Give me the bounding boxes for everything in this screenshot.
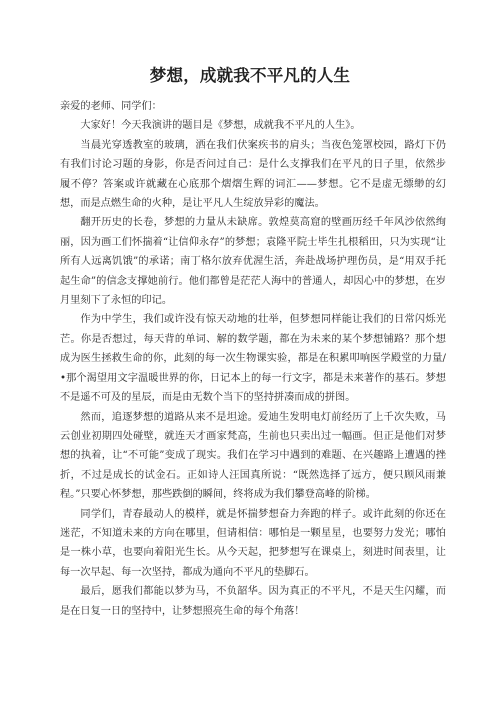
paragraph-obstacles: 然而，追逐梦想的道路从来不是坦途。爱迪生发明电灯前经历了上千次失败，马云创业初期四处碰壁，就连天才画家梵高，生前也只卖出过一幅画。但正是他们对梦想的执着，让“不可能”变成了现实。我们在学习中遇到的难题、在兴趣路上遭遇的挫折，不过是成长的试金石。正如诗人汪国真所说：“既然选择了远方，便只顾风雨兼程。”只要心怀梦想，那些跌倒的瞬间，终将成为我们攀登高峰的阶梯。 [60, 411, 446, 501]
paragraph-students: 作为中学生，我们或许没有惊天动地的壮举，但梦想同样能让我们的日常闪烁光芒。你是否想过，每天背的单词、解的数学题，都在为未来的某个梦想铺路？那个想成为医生拯救生命的你，此刻的每一次生物课实验，都是在积累叩响医学殿堂的力量/•那个渴望用文字温暖世界的你，日记本上的每一行文字，都是未来著作的基石。梦想不是遥不可及的星辰，而是由无数个当下的坚持拼凑而成的拼图。 [60, 314, 446, 404]
salutation: 亲爱的老师、同学们： [60, 101, 162, 112]
paragraph-greeting: 大家好！今天我演讲的题目是《梦想，成就我不平凡的人生》。 [80, 120, 361, 132]
document-title: 梦想，成就我不平凡的人生 [149, 66, 351, 85]
paragraph-history: 翻开历史的长卷，梦想的力量从未缺席。敦煌莫高窟的壁画历经千年风沙依然绚丽，因为画工们怀揣着“让信仰永存”的梦想；袁隆平院士毕生扎根稻田，只为实现“让所有人远离饥饿”的承诺；南丁格尔放弃优渥生活，奔赴战场护理伤员，是“用双手托起生命”的信念支撑她前行。他们都曾是茫茫人海中的普通人，却因心中的梦想，在岁月里刻下了永恒的印记。 [60, 217, 446, 307]
paragraph-closing: 最后，愿我们都能以梦为马，不负韶华。因为真正的不平凡，不是天生闪耀，而是在日复一日的坚持中，让梦想照亮生命的每个角落！ [60, 586, 446, 617]
document-body [60, 97, 446, 621]
paragraph-youth: 同学们，青春最动人的模样，就是怀揣梦想奋力奔跑的样子。或许此刻的你还在迷茫，不知道未来的方向在哪里，但请相信：哪怕是一颗星星，也要努力发光；哪怕是一株小草，也要向着阳光生长。从今天起，把梦想写在课桌上，刻进时间表里，让每一次早起、每一次坚持，都成为通向不平凡的垫脚石。 [60, 508, 446, 578]
paragraph-intro: 当晨光穿透教室的玻璃，洒在我们伏案疾书的肩头；当夜色笼罩校园，路灯下仍有我们讨论习题的身影，你是否问过自己：是什么支撑我们在平凡的日子里，依然步履不停？答案或许就藏在心底那个熠熠生辉的词汇——梦想。它不是虚无缥缈的幻想，而是点燃生命的火种，是让平凡人生绽放异彩的魔法。 [60, 139, 446, 210]
